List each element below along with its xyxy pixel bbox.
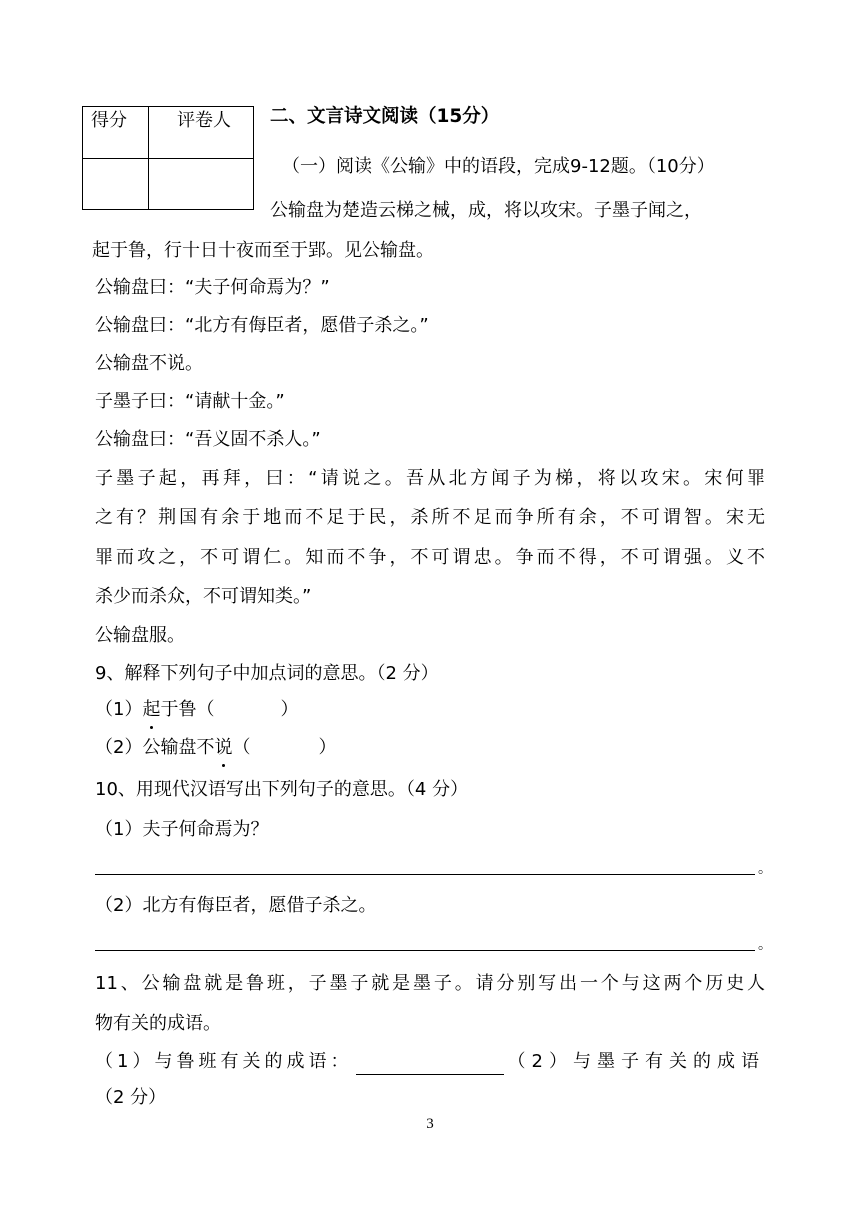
dotted-word: 说 [214,735,232,761]
passage-line: 公输盘曰：“吾义固不杀人。” [95,429,321,450]
score-label: 得分 [83,107,149,159]
passage-line: 罪而攻之，不可谓仁。知而不争，不可谓忠。争而不得，不可谓强。义不 [95,547,765,568]
part-intro: （一）阅读《公输》中的语段，完成9-12题。（10分） [282,156,715,177]
section-title: 二、文言诗文阅读（15分） [270,106,500,127]
end-mark: 。 [758,861,772,877]
q11-item-2: （2）与墨子有关的成语 [507,1051,765,1072]
q11-items [95,1049,765,1075]
passage-line: 公输盘曰：“北方有侮臣者，愿借子杀之。” [95,315,429,336]
q10-item-2: （2）北方有侮臣者，愿借子杀之。 [95,895,377,916]
q9-item-2-close: ） [318,737,337,758]
passage-line: 公输盘服。 [95,625,185,646]
grader-cell[interactable] [149,158,254,210]
q11-item-1: （1）与鲁班有关的成语： [95,1051,353,1072]
passage-line: 之有？荆国有余于地而不足于民，杀所不足而争所有余，不可谓智。宋无 [95,507,765,528]
passage-line: 子墨子起，再拜，曰：“请说之。吾从北方闻子为梯，将以攻宋。宋何罪 [95,468,765,489]
passage-line: 杀少而杀众，不可谓知类。” [95,586,312,607]
passage-line: 公输盘不说。 [95,353,203,374]
grader-label: 评卷人 [149,107,254,159]
q9-item-1-rest: 于鲁（ [160,699,215,720]
answer-line[interactable] [95,950,755,951]
q10-title: 10、用现代汉语写出下列句子的意思。（4 分） [95,779,469,800]
passage-line: 起于鲁，行十日十夜而至于郢。见公输盘。 [92,240,434,261]
passage-line: 子墨子曰：“请献十金。” [95,391,285,412]
end-mark: 。 [758,937,772,953]
q9-item-2-open: （ [232,737,251,758]
dotted-word: 起 [142,697,160,723]
q11-line: 物有关的成语。 [95,1013,221,1034]
q9-item-2-prefix: （2）公输盘不 [95,737,215,758]
q9-item-2 [95,735,336,761]
q9-item-1 [95,697,298,723]
q9-title: 9、解释下列句子中加点词的意思。（2 分） [95,663,439,684]
q9-item-1-prefix: （1） [95,699,143,720]
answer-blank[interactable] [356,1056,503,1075]
page-number: 3 [426,1116,434,1132]
score-box [82,106,254,210]
score-cell[interactable] [83,158,149,210]
q11-score: （2 分） [95,1087,167,1108]
q10-item-1: （1）夫子何命焉为？ [95,819,269,840]
passage-line: 公输盘为楚造云梯之械，成，将以攻宋。子墨子闻之， [270,200,702,221]
answer-line[interactable] [95,874,755,875]
q11-line: 11、公输盘就是鲁班，子墨子就是墨子。请分别写出一个与这两个历史人 [95,973,765,994]
q9-item-1-close: ） [280,699,299,720]
passage-line: 公输盘曰：“夫子何命焉为？” [95,277,330,298]
